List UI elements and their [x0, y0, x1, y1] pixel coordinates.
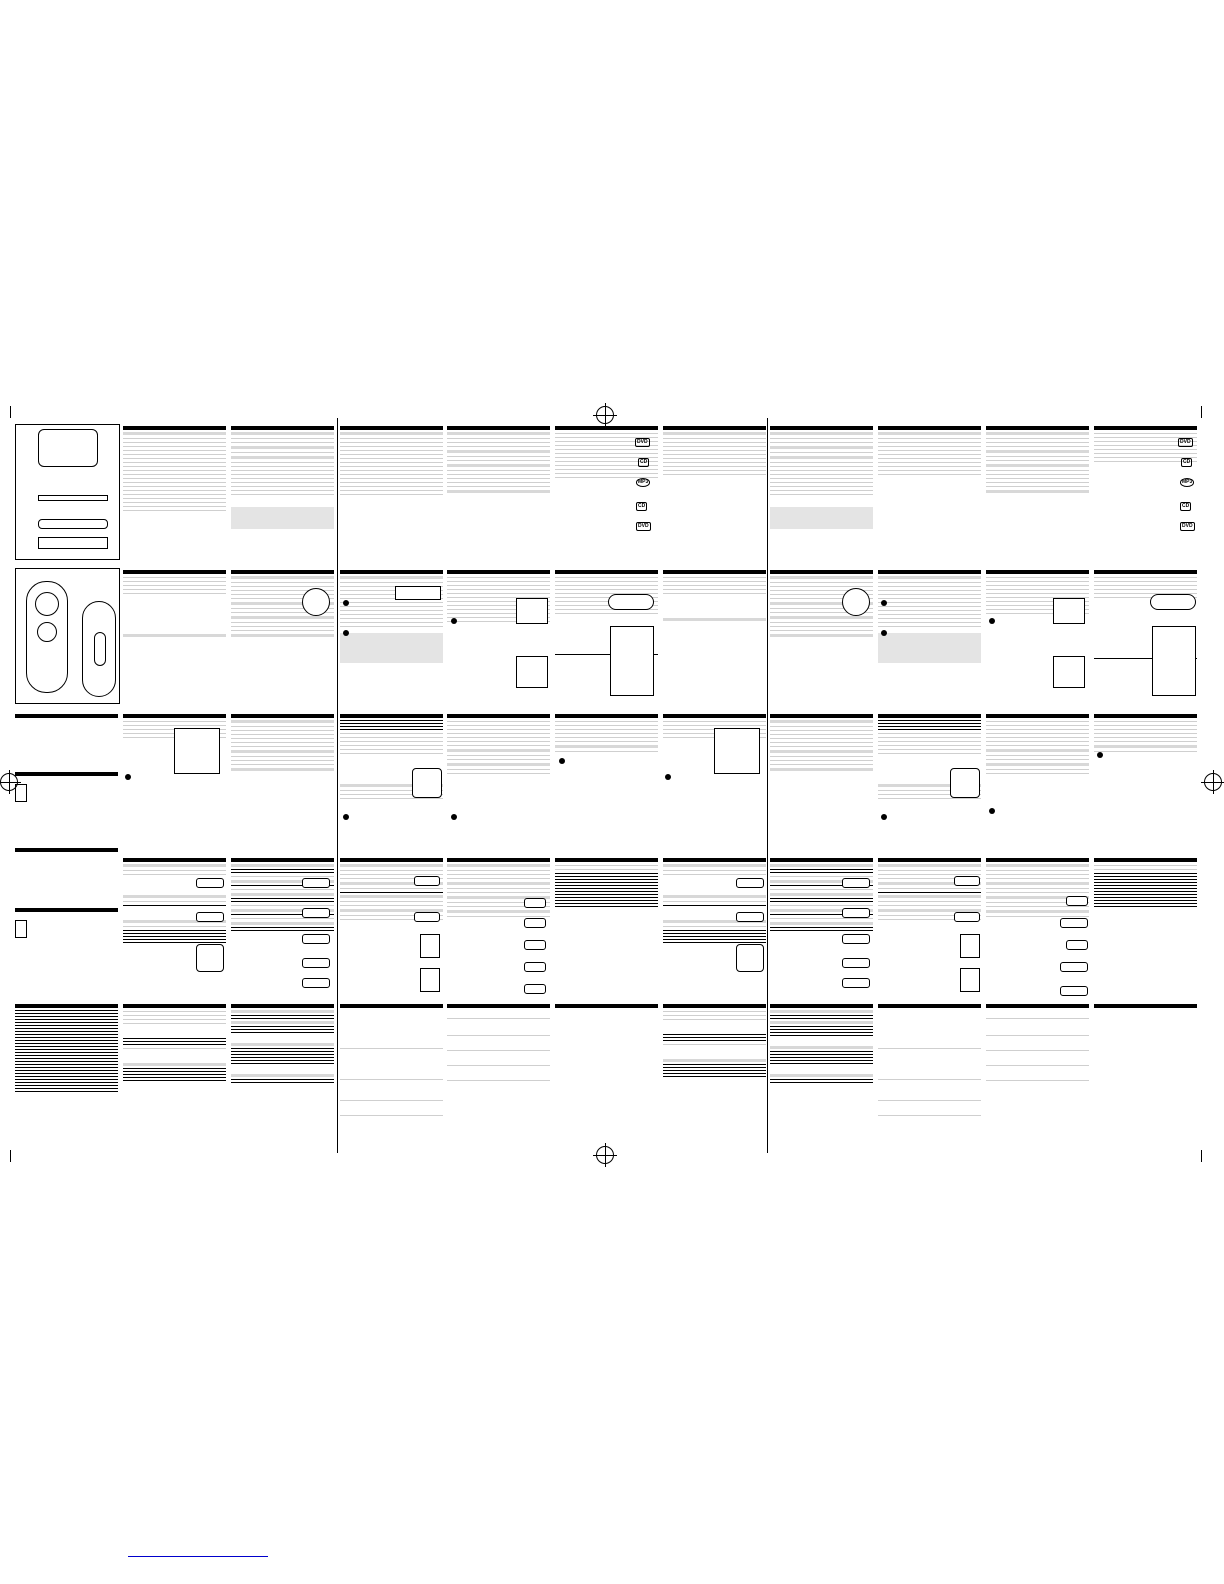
- step-bullet: [125, 774, 131, 780]
- button-icon: [1066, 896, 1088, 906]
- button-icon: [524, 984, 546, 994]
- disc-logo-icon: CD: [1182, 503, 1190, 509]
- player-top: [38, 519, 108, 529]
- dpad-icon: [736, 944, 764, 972]
- text-column: [878, 426, 981, 478]
- play-pause-button-icon: [196, 912, 224, 922]
- text-column: [340, 426, 443, 498]
- step-bullet: [881, 814, 887, 820]
- player-front: [38, 429, 98, 467]
- mp3-logo-icon: MP3: [638, 479, 649, 485]
- text-column: [231, 1004, 334, 1085]
- button-icon: [524, 898, 546, 908]
- text-column: [663, 1004, 766, 1079]
- button-icon: [842, 908, 870, 918]
- zoom-icon: [420, 968, 440, 992]
- text-column: [770, 426, 873, 529]
- column-1-lower: [15, 714, 118, 938]
- connection-diagram: [174, 728, 220, 774]
- disc-insert-illustration: [302, 588, 330, 616]
- text-column: [770, 858, 873, 933]
- crossed-out-wheelie-bin-icon: [15, 920, 27, 938]
- button-icon: [524, 918, 546, 928]
- text-column: [555, 858, 658, 909]
- button-icon: [302, 958, 330, 968]
- text-column: [986, 858, 1089, 920]
- button-icon: [954, 876, 980, 886]
- skip-buttons-icon: [196, 878, 224, 888]
- button-icon: [1060, 918, 1088, 928]
- button-icon: [842, 878, 870, 888]
- text-column: [340, 1004, 443, 1119]
- connection-diagram: [1053, 598, 1085, 624]
- button-icon: [842, 934, 870, 944]
- text-column: [447, 426, 550, 495]
- text-column: [986, 1004, 1089, 1084]
- section-header: [15, 714, 118, 718]
- text-column: [231, 714, 334, 773]
- step-bullet: [343, 814, 349, 820]
- button-icon: [524, 962, 546, 972]
- step-bullet: [451, 618, 457, 624]
- text-column: [447, 714, 550, 777]
- text-column: [663, 570, 766, 623]
- text-column: [231, 858, 334, 933]
- fold-line: [337, 418, 338, 1153]
- button-icon: [524, 940, 546, 950]
- step-bullet: [665, 774, 671, 780]
- text-column: [878, 1004, 981, 1119]
- dpad-icon: [37, 622, 57, 642]
- text-column: [770, 1004, 873, 1085]
- button-icon: [954, 912, 980, 922]
- text-column: [1094, 714, 1197, 755]
- step-bullet: [1097, 752, 1103, 758]
- text-column: [555, 714, 658, 755]
- step-bullet: [989, 618, 995, 624]
- step-bullet: [451, 814, 457, 820]
- repeat-icon: [420, 934, 440, 958]
- crop-mark: [1201, 406, 1202, 418]
- connection-diagram: [714, 728, 760, 774]
- mp3-logo-icon: MP3: [1182, 479, 1193, 485]
- dvd-logo-icon: DVD: [1180, 439, 1191, 445]
- dpad-icon: [412, 768, 442, 798]
- text-column: [123, 1004, 226, 1083]
- connection-diagram: [395, 586, 441, 600]
- section-header: [15, 848, 118, 852]
- skip-buttons-icon: [736, 878, 764, 888]
- step-bullet: [989, 808, 995, 814]
- text-column: [447, 1004, 550, 1084]
- dvd-logo-icon: DVD: [637, 439, 648, 445]
- fold-line: [767, 418, 768, 1153]
- connection-diagram: [1150, 594, 1196, 610]
- button-icon: [302, 934, 330, 944]
- text-column: [555, 426, 658, 481]
- text-column: [770, 714, 873, 773]
- dpad-icon: [950, 768, 980, 798]
- button-icon: [842, 958, 870, 968]
- remote-control: [26, 581, 68, 693]
- player-diagram: [15, 424, 120, 560]
- player-rear: [38, 537, 108, 549]
- text-column: [231, 426, 334, 529]
- footer-link-underline[interactable]: [128, 1556, 268, 1557]
- text-column: [340, 570, 443, 663]
- text-column: [123, 426, 226, 514]
- dpad-icon: [35, 592, 59, 616]
- holder-slot: [94, 632, 106, 666]
- remote-diagram: [15, 568, 120, 704]
- text-column: [663, 426, 766, 478]
- button-icon: [842, 978, 870, 988]
- step-bullet: [343, 630, 349, 636]
- section-header: [15, 772, 118, 776]
- play-pause-button-icon: [736, 912, 764, 922]
- disc-insert-illustration: [842, 588, 870, 616]
- dpad-icon: [196, 944, 224, 972]
- cd-logo-icon: CD: [640, 459, 648, 465]
- connection-diagram: [1152, 626, 1196, 696]
- section-header: [15, 908, 118, 912]
- text-column: [123, 570, 226, 639]
- text-column: [663, 858, 766, 945]
- crop-mark: [10, 406, 11, 418]
- button-icon: [414, 912, 440, 922]
- cd-logo-icon: CD: [1183, 459, 1191, 465]
- remote-holder: [82, 601, 116, 697]
- button-icon: [1060, 986, 1088, 996]
- button-icon: [302, 908, 330, 918]
- step-bullet: [343, 600, 349, 606]
- disc-logo-icon: CD: [638, 503, 646, 509]
- text-column: [555, 1004, 658, 1010]
- repeat-icon: [960, 934, 980, 958]
- text-column: [986, 714, 1089, 777]
- connection-diagram: [610, 626, 654, 696]
- text-column: [1094, 858, 1197, 909]
- button-icon: [414, 876, 440, 886]
- button-icon: [302, 878, 330, 888]
- button-icon: [1060, 962, 1088, 972]
- step-bullet: [559, 758, 565, 764]
- text-column: [878, 570, 981, 663]
- text-column: [1094, 1004, 1197, 1010]
- zoom-icon: [960, 968, 980, 992]
- connection-diagram: [516, 656, 548, 688]
- player-side: [38, 495, 108, 501]
- connection-diagram: [608, 594, 654, 610]
- dvd-logo-icon: DVD: [1182, 523, 1193, 529]
- column-1-bottom: [15, 1004, 118, 1094]
- button-icon: [302, 978, 330, 988]
- dvd-logo-icon: DVD: [638, 523, 649, 529]
- button-icon: [1066, 940, 1088, 950]
- text-column: [447, 858, 550, 920]
- step-bullet: [881, 630, 887, 636]
- manual-sheet: [10, 418, 1214, 1153]
- step-bullet: [881, 600, 887, 606]
- connection-diagram: [516, 598, 548, 624]
- crossed-out-wheelie-bin-icon: [15, 784, 27, 802]
- connection-diagram: [1053, 656, 1085, 688]
- text-column: [986, 426, 1089, 495]
- text-column: [123, 858, 226, 945]
